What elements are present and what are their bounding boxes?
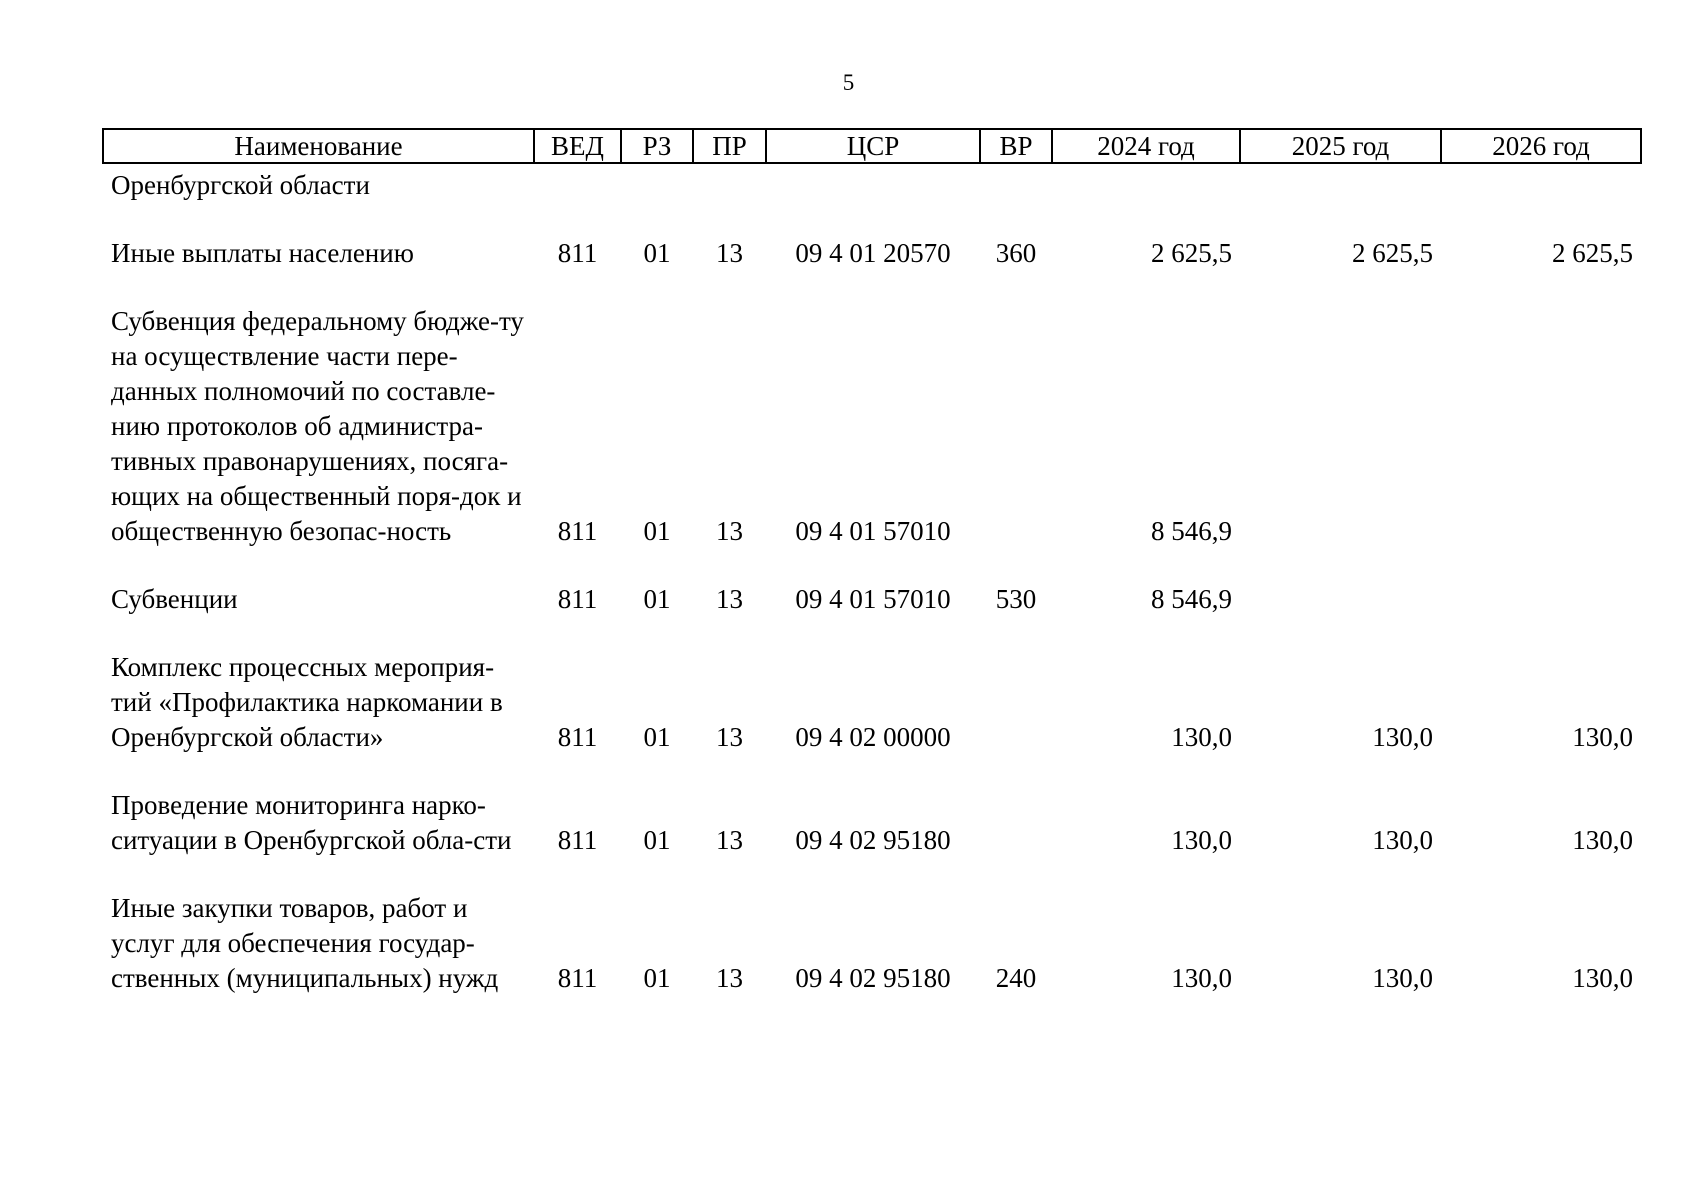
header-2024: 2024 год	[1052, 129, 1240, 163]
header-ved: ВЕД	[534, 129, 621, 163]
page-number: 5	[842, 70, 855, 95]
table-header-row	[103, 129, 1641, 163]
row-name: Иные выплаты населению	[111, 238, 414, 268]
row-2025: 130,0	[1372, 825, 1433, 855]
budget-table	[102, 128, 1642, 996]
header-csr: ЦСР	[766, 129, 980, 163]
row-2024: 130,0	[1171, 825, 1232, 855]
row-2025	[1240, 163, 1441, 203]
row-name: Субвенции	[111, 584, 238, 614]
row-rz	[621, 163, 693, 203]
row-name: Комплекс процессных мероприя-тий «Профилактика наркомании в Оренбургской области»	[111, 652, 503, 752]
row-pr	[693, 163, 766, 203]
row-2026: 130,0	[1572, 963, 1633, 993]
row-ved: 811	[557, 825, 598, 855]
row-csr: 09 4 02 95180	[795, 825, 951, 855]
row-name: Иные закупки товаров, работ и услуг для обеспечения государ-ственных (муниципальных) нужд	[111, 893, 499, 993]
row-pr: 13	[716, 516, 743, 546]
row-2026: 130,0	[1572, 722, 1633, 752]
row-vr	[980, 163, 1052, 203]
row-2026	[1441, 304, 1641, 549]
row-csr: 09 4 02 00000	[795, 722, 951, 752]
row-2024: 2 625,5	[1151, 238, 1232, 268]
row-2025: 2 625,5	[1352, 238, 1433, 268]
table-row	[103, 788, 1641, 858]
row-2026	[1441, 163, 1641, 203]
table-row	[103, 304, 1641, 549]
row-rz: 01	[643, 238, 671, 268]
row-2025: 130,0	[1372, 963, 1433, 993]
row-2024: 130,0	[1171, 963, 1232, 993]
table-row	[103, 891, 1641, 996]
row-2025: 130,0	[1372, 722, 1433, 752]
row-2024	[1052, 163, 1240, 203]
table-row	[103, 163, 1641, 203]
row-vr	[980, 304, 1052, 549]
table-row	[103, 582, 1641, 617]
row-vr: 530	[995, 584, 1037, 614]
row-ved: 811	[557, 238, 598, 268]
row-2024: 8 546,9	[1151, 516, 1232, 546]
row-2024: 130,0	[1171, 722, 1232, 752]
row-csr: 09 4 02 95180	[795, 963, 951, 993]
row-2024: 8 546,9	[1151, 584, 1232, 614]
row-vr: 360	[995, 238, 1037, 268]
row-pr: 13	[716, 963, 743, 993]
table-row	[103, 236, 1641, 271]
row-csr: 09 4 01 20570	[795, 238, 951, 268]
header-pr: ПР	[693, 129, 766, 163]
header-name: Наименование	[103, 129, 534, 163]
row-2026	[1441, 582, 1641, 617]
row-name: Оренбургской области	[111, 170, 370, 200]
row-rz: 01	[643, 584, 671, 614]
row-vr	[980, 650, 1052, 755]
row-name: Субвенция федеральному бюдже-ту на осуществление части пере-данных полномочий по составле-нию протоколов об администра-тивных правонарушениях, посяга-ющих на общественный поря-док и общественную безопас-ность	[111, 306, 524, 546]
row-csr	[766, 163, 980, 203]
row-pr: 13	[716, 825, 743, 855]
row-rz: 01	[643, 722, 671, 752]
row-2026: 2 625,5	[1552, 238, 1633, 268]
row-pr: 13	[716, 584, 743, 614]
row-csr: 09 4 01 57010	[795, 584, 951, 614]
row-ved	[534, 163, 621, 203]
row-ved: 811	[557, 516, 598, 546]
row-pr: 13	[716, 238, 743, 268]
header-rz: РЗ	[621, 129, 693, 163]
header-vr: ВР	[980, 129, 1052, 163]
row-ved: 811	[557, 584, 598, 614]
row-name: Проведение мониторинга нарко-ситуации в Оренбургской обла-сти	[111, 790, 512, 855]
row-2025	[1240, 304, 1441, 549]
header-2025: 2025 год	[1240, 129, 1441, 163]
table-row	[103, 650, 1641, 755]
row-vr	[980, 788, 1052, 858]
row-pr: 13	[716, 722, 743, 752]
header-2026: 2026 год	[1441, 129, 1641, 163]
row-rz: 01	[643, 825, 671, 855]
row-2025	[1240, 582, 1441, 617]
row-vr: 240	[995, 963, 1037, 993]
row-ved: 811	[557, 963, 598, 993]
row-rz: 01	[643, 963, 671, 993]
row-ved: 811	[557, 722, 598, 752]
row-rz: 01	[643, 516, 671, 546]
row-2026: 130,0	[1572, 825, 1633, 855]
row-csr: 09 4 01 57010	[795, 516, 951, 546]
